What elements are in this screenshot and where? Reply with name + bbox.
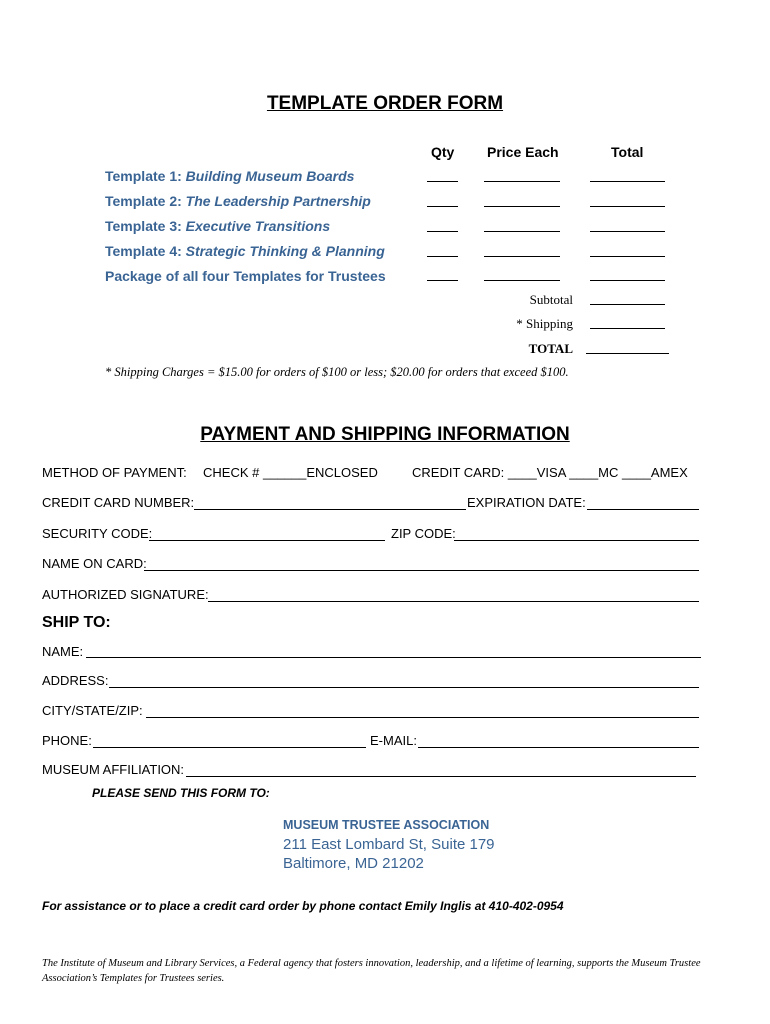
qty-blank-4[interactable]	[427, 256, 458, 257]
total-blank[interactable]	[586, 353, 669, 354]
check-enclosed-option[interactable]: CHECK # ______ENCLOSED	[203, 465, 378, 480]
street-address: 211 East Lombard St, Suite 179	[283, 836, 495, 853]
city-address: Baltimore, MD 21202	[283, 855, 424, 872]
affiliation-field[interactable]	[186, 776, 696, 777]
credit-card-options[interactable]: CREDIT CARD: ____VISA ____MC ____AMEX	[412, 465, 688, 480]
total-blank-3[interactable]	[590, 231, 665, 232]
price-blank-3[interactable]	[484, 231, 560, 232]
shipping-note: * Shipping Charges = $15.00 for orders of $100 or less; $20.00 for orders that exceed $100.	[105, 365, 569, 379]
expiration-field[interactable]	[587, 509, 699, 510]
ship-city-label: CITY/STATE/ZIP:	[42, 703, 143, 718]
qty-blank-1[interactable]	[427, 181, 458, 182]
ship-address-label: ADDRESS:	[42, 673, 109, 688]
price-blank-4[interactable]	[484, 256, 560, 257]
name-on-card-field[interactable]	[144, 570, 699, 571]
total-label: TOTAL	[528, 341, 573, 356]
payment-section-title: PAYMENT AND SHIPPING INFORMATION	[200, 424, 570, 445]
price-blank-1[interactable]	[484, 181, 560, 182]
ship-name-field[interactable]	[86, 657, 701, 658]
signature-label: AUTHORIZED SIGNATURE:	[42, 587, 209, 602]
price-column-header: Price Each	[487, 144, 559, 160]
qty-column-header: Qty	[431, 144, 455, 160]
security-code-label: SECURITY CODE:	[42, 526, 153, 541]
subtotal-label: Subtotal	[529, 292, 573, 307]
ship-address-field[interactable]	[109, 687, 699, 688]
name-on-card-label: NAME ON CARD:	[42, 556, 147, 571]
qty-blank-2[interactable]	[427, 206, 458, 207]
ship-city-field[interactable]	[146, 717, 699, 718]
qty-blank-package[interactable]	[427, 280, 458, 281]
assistance-note: For assistance or to place a credit card order by phone contact Emily Inglis at 410-402-0954	[42, 899, 564, 913]
zip-code-label: ZIP CODE:	[391, 526, 456, 541]
template-item-2: Template 2: The Leadership Partnership	[105, 193, 371, 209]
ship-email-label: E-MAIL:	[370, 733, 417, 748]
total-blank-1[interactable]	[590, 181, 665, 182]
price-blank-package[interactable]	[484, 280, 560, 281]
template-package: Package of all four Templates for Trustees	[105, 268, 386, 284]
ship-phone-label: PHONE:	[42, 733, 92, 748]
order-form-title: TEMPLATE ORDER FORM	[266, 93, 504, 114]
ship-phone-field[interactable]	[93, 747, 366, 748]
zip-code-field[interactable]	[454, 540, 699, 541]
ship-name-label: NAME:	[42, 644, 84, 659]
subtotal-blank[interactable]	[590, 304, 665, 305]
send-form-to-label: PLEASE SEND THIS FORM TO:	[92, 786, 270, 800]
organization-name: MUSEUM TRUSTEE ASSOCIATION	[283, 818, 490, 832]
ship-email-field[interactable]	[418, 747, 699, 748]
card-number-field[interactable]	[194, 509, 466, 510]
affiliation-label: MUSEUM AFFILIATION:	[42, 762, 185, 777]
template-item-1: Template 1: Building Museum Boards	[105, 168, 355, 184]
total-blank-package[interactable]	[590, 280, 665, 281]
total-blank-4[interactable]	[590, 256, 665, 257]
payment-method-label: METHOD OF PAYMENT:	[42, 465, 187, 480]
price-blank-2[interactable]	[484, 206, 560, 207]
total-column-header: Total	[611, 144, 644, 160]
shipping-blank[interactable]	[590, 328, 665, 329]
template-item-4: Template 4: Strategic Thinking & Planning	[105, 243, 385, 259]
qty-blank-3[interactable]	[427, 231, 458, 232]
security-code-field[interactable]	[149, 540, 385, 541]
shipping-label: * Shipping	[516, 316, 573, 331]
card-number-label: CREDIT CARD NUMBER:	[42, 495, 195, 510]
funding-acknowledgement: The Institute of Museum and Library Services, a Federal agency that fosters innovation, leadership, and a lifetime of learning, supports the Museum Trustee Association’s Templates for Trustees series.	[42, 958, 701, 984]
template-item-3: Template 3: Executive Transitions	[105, 218, 331, 234]
signature-field[interactable]	[208, 601, 699, 602]
expiration-label: EXPIRATION DATE:	[467, 495, 586, 510]
total-blank-2[interactable]	[590, 206, 665, 207]
ship-to-heading: SHIP TO:	[42, 614, 111, 631]
